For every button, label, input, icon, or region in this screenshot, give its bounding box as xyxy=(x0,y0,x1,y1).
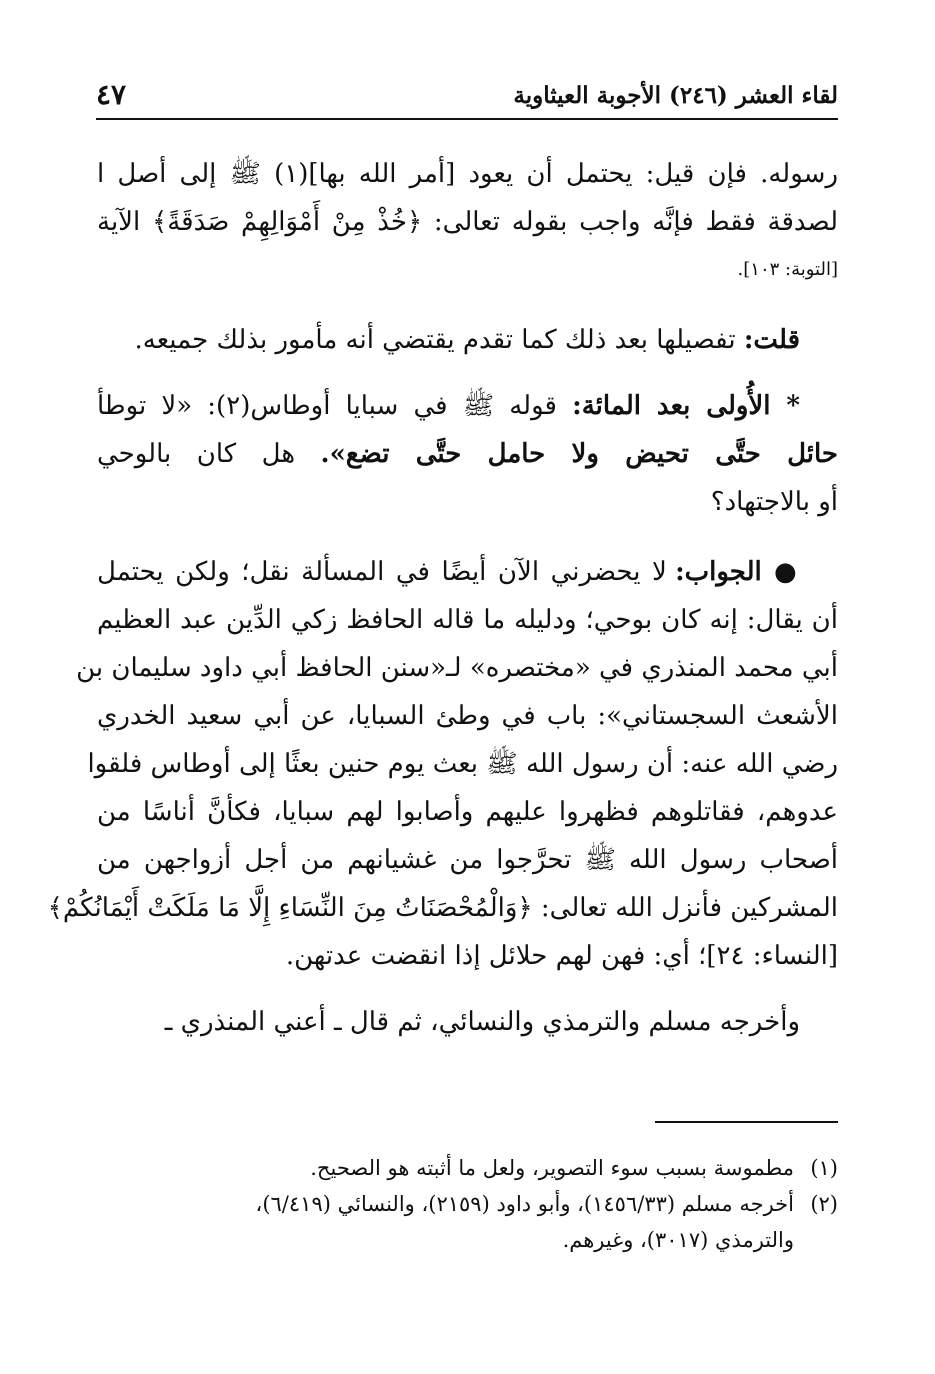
text-line: المشركين فأنزل الله تعالى: ﴿وَالْمُحْصَنَاتُ مِنَ النِّسَاءِ إِلَّا مَا مَلَكَتْ أَيْمَانُكُمْ﴾ xyxy=(47,893,838,923)
footnote-separator xyxy=(655,1121,838,1123)
page-number: ٤٧ xyxy=(96,78,127,111)
text-line: أن يقال: إنه كان بوحي؛ ودليله ما قاله الحافظ زكي الدِّين عبد العظيم xyxy=(97,605,838,635)
reply-text: تفصيلها بعد ذلك كما تقدم يقتضي أنه مأمور بذلك جميعه. xyxy=(134,325,744,355)
answer-block xyxy=(47,548,838,980)
footnote-2 xyxy=(97,1186,838,1222)
text-line: عدوهم، فقاتلوهم فظهروا عليهم وأصابوا لهم سبايا، فكأنَّ أناسًا من xyxy=(97,797,838,827)
main-text xyxy=(47,150,838,1046)
quran-reference: [التوبة: ١٠٣]. xyxy=(737,259,838,280)
footnote-text: مطموسة بسبب سوء التصوير، ولعل ما أثبته هو الصحيح. xyxy=(310,1156,794,1180)
question-text: هل كان بالوحي xyxy=(97,439,321,469)
footnote-number: (١) xyxy=(810,1156,838,1180)
footnote-2-continued: والترمذي (٣٠١٧)، وغيرهم. xyxy=(562,1228,794,1252)
hadith-text: حائل حتَّى تحيض ولا حامل حتَّى تضع». xyxy=(320,439,838,469)
text-line xyxy=(97,316,838,364)
page-header xyxy=(96,76,838,120)
text-line: رضي الله عنه: أن رسول الله ﷺ بعث يوم حنين بعثًا إلى أوطاس فلقوا xyxy=(87,749,838,779)
text-line xyxy=(97,430,838,478)
paragraph-objection xyxy=(97,150,838,294)
footnote-text: أخرجه مسلم (١٤٥٦/٣٣)، وأبو داود (٢١٥٩)، والنسائي (٦/٤١٩)، xyxy=(255,1192,794,1216)
text-line: الأشعث السجستاني»: باب في وطئ السبايا، عن أبي سعيد الخدري xyxy=(97,701,838,731)
footnote-number: (٢) xyxy=(810,1192,838,1216)
paragraph-closing xyxy=(97,998,838,1046)
answer-text: لا يحضرني الآن أيضًا في المسألة نقل؛ ولكن يحتمل xyxy=(97,557,676,587)
running-title: لقاء العشر (٢٤٦) الأجوبة العيثاوية xyxy=(513,82,838,109)
question-block xyxy=(97,382,838,526)
text-line: رسوله. فإن قيل: يحتمل أن يعود [أمر الله بها](١) ﷺ إلى أصل ا xyxy=(97,159,838,189)
text-line xyxy=(97,382,838,430)
text-line: [النساء: ٢٤]؛ أي: فهن لهم حلائل إذا انقضت عدتهن. xyxy=(285,941,838,971)
footnote-1 xyxy=(97,1150,838,1186)
text-line: وأخرجه مسلم والترمذي والنسائي، ثم قال ـ أعني المنذري ـ xyxy=(164,1007,800,1037)
reply-label: قلت: xyxy=(743,325,800,355)
text-line: أصحاب رسول الله ﷺ تحرَّجوا من غشيانهم من أجل أزواجهن من xyxy=(97,845,838,875)
question-text: قوله ﷺ في سبايا أوطاس(٢): «لا توطأ xyxy=(97,391,573,421)
question-label: * الأُولى بعد المائة: xyxy=(572,391,801,421)
text-line: أو بالاجتهاد؟ xyxy=(710,487,838,517)
footnotes xyxy=(97,1150,838,1258)
answer-label: ● الجواب: xyxy=(675,557,800,587)
paragraph-reply xyxy=(97,316,838,364)
text-line xyxy=(97,548,838,596)
text-line: لصدقة فقط فإنَّه واجب بقوله تعالى: ﴿خُذْ مِنْ أَمْوَالِهِمْ صَدَقَةً﴾ الآية xyxy=(97,207,838,237)
text-line: أبي محمد المنذري في «مختصره» لـ«سنن الحافظ أبي داود سليمان بن xyxy=(76,653,838,683)
